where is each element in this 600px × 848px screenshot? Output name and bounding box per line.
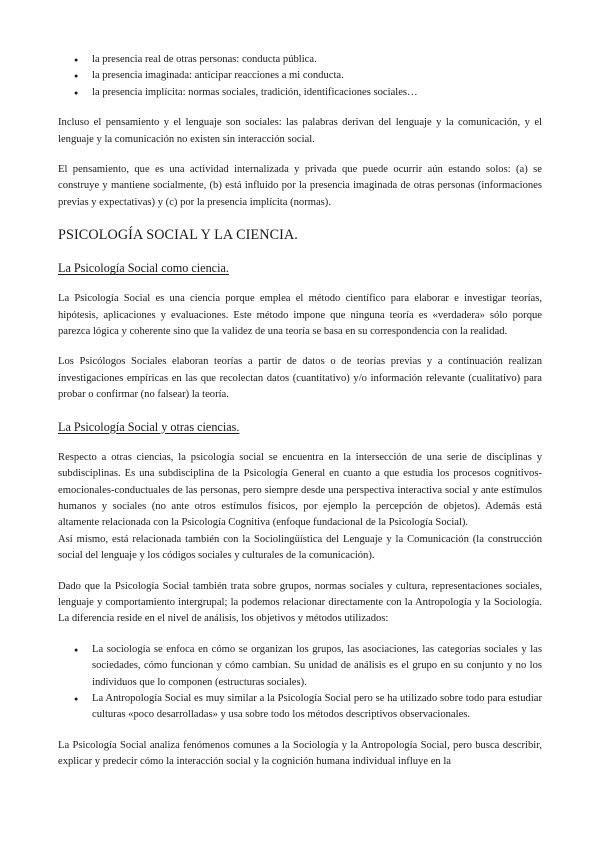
list-item: ● la presencia implícita: normas sociales, tradición, identificaciones sociales… [58, 85, 542, 101]
list-item: ● La Antropología Social es muy similar a la Psicología Social pero se ha utilizado sobre todo para estudiar culturas «poco desarrolladas» y usa sobre todo los métodos descriptivos observacionales. [58, 691, 542, 724]
paragraph-otras-3: Dado que la Psicología Social también trata sobre grupos, normas sociales y cultura, representaciones sociales, lenguaje y comportamiento intergrupal; la podemos relacionar directamente con la Antropología y la Sociología. La diferencia reside en el nivel de análisis, los objetivos y métodos utilizados: [58, 580, 542, 625]
list-item: ● la presencia imaginada: anticipar reacciones a mi conducta. [58, 68, 542, 84]
paragraph-otras-2: Así mismo, está relacionada también con la Sociolingüística del Lenguaje y la Comunicación (la construcción social del lenguaje y los códigos sociales y culturales de la comunicación). [58, 533, 542, 562]
paragraph-ciencia-2: Los Psicólogos Sociales elaboran teorías a partir de datos o de teorías previas y a continuación realizan investigaciones empíricas en las que recolectan datos (cuantitativo) y/o información relevante (cualitativo) para probar o confirmar (no falsear) la teoría. [58, 356, 542, 401]
paragraph-pensamiento-social: Incluso el pensamiento y el lenguaje son sociales: las palabras derivan del lenguaje y la comunicación, y el lenguaje y la comunicación no existen sin interacción social. [58, 117, 542, 145]
paragraph-otras-4: La Psicología Social analiza fenómenos comunes a la Sociología y la Antropología Social, pero busca describir, explicar y predecir cómo la interacción social y la cognición humana individual influye en la [58, 739, 542, 768]
paragraph-otras-1: Respecto a otras ciencias, la psicología social se encuentra en la intersección de una serie de disciplinas y subdisciplinas. Es una subdisciplina de la Psicología General en cuanto a que estudia los procesos cognitivos-emocionales-conductuales de las personas, pero siempre desde una perspectiva interactiva social y ante estímulos humanos y sociales (no ante otros estímulos físicos, por ejemplo la percepción de objetos). Además está altamente relacionada con la Psicología Cognitiva (enfoque fundacional de la Psicología Social). [58, 451, 542, 529]
subsection-title-ciencia: La Psicología Social como ciencia. [58, 261, 229, 276]
paragraph-ciencia-1: La Psicología Social es una ciencia porque emplea el método científico para elaborar e investigar teorías, hipótesis, aplicaciones y evaluaciones. Este método impone que ninguna teoría es «verdadera» sólo porque parezca lógica y coherente sino que la validez de una teoría se basa en su correspondencia con la realidad. [58, 293, 542, 338]
subsection-title-otras-ciencias: La Psicología Social y otras ciencias. [58, 419, 240, 434]
paragraph-pensamiento-definicion: El pensamiento, que es una actividad internalizada y privada que puede ocurrir aún estando solos: (a) se construye y mantiene socialmente, (b) está influido por la presencia imaginada de otras personas (informaciones previas y expectativas) y (c) por la presencia implícita (normas). [58, 164, 542, 208]
disciplines-bullet-list [58, 642, 542, 724]
document-page [58, 52, 542, 771]
presence-bullet-list [58, 52, 542, 101]
list-item: ● La sociología se enfoca en cómo se organizan los grupos, las asociaciones, las categorías sociales y las sociedades, cómo funcionan y cómo cambian. Su unidad de análisis es el grupo en su conjunto y no los individuos que lo componen (estructuras sociales). [58, 642, 542, 691]
section-title: PSICOLOGÍA SOCIAL Y LA CIENCIA. [58, 227, 298, 244]
list-item: ● la presencia real de otras personas: conducta pública. [58, 52, 542, 68]
